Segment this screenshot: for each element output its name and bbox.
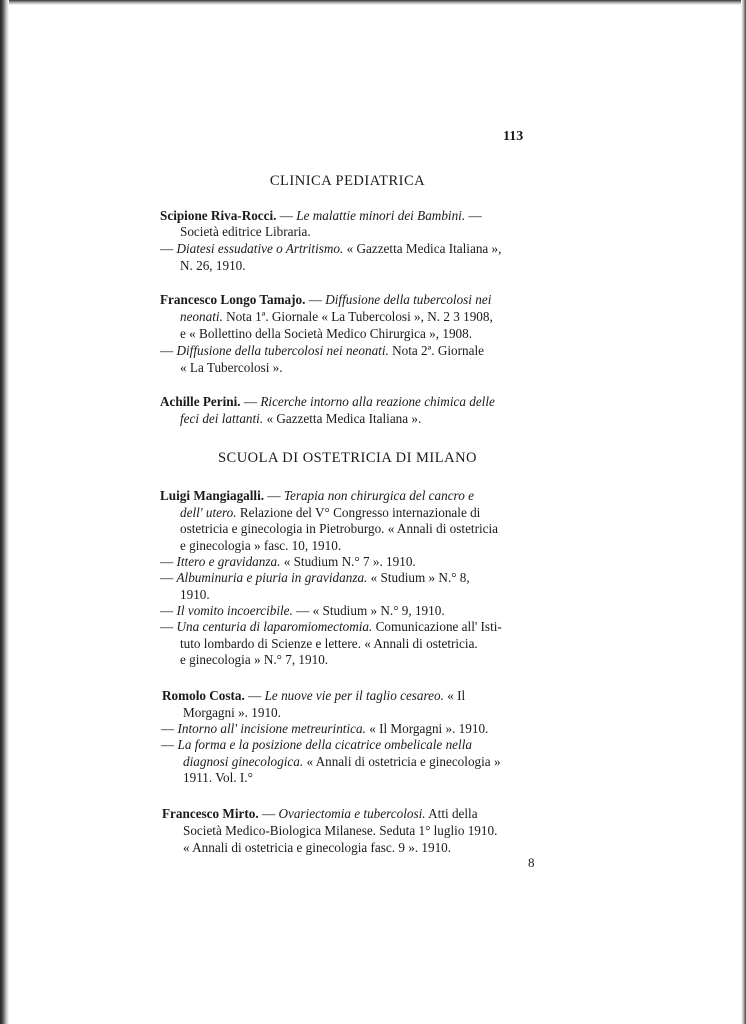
work-title: Intorno all' incisione metreurintica. bbox=[177, 721, 366, 736]
scan-top-edge bbox=[0, 0, 746, 5]
author-name: Scipione Riva-Rocci. bbox=[160, 208, 277, 223]
work-title: Le malattie minori dei Bambini. bbox=[296, 208, 466, 223]
entry-line bbox=[180, 258, 246, 274]
entry-line bbox=[183, 840, 451, 856]
entry-line bbox=[183, 705, 281, 721]
citation-text: tuto lombardo di Scienze e lettere. « Annali di ostetricia. bbox=[180, 636, 478, 651]
citation-text: — bbox=[258, 806, 279, 821]
entry-line bbox=[160, 343, 484, 359]
citation-text: e ginecologia » fasc. 10, 1910. bbox=[180, 538, 342, 553]
section-heading: SCUOLA DI OSTETRICIA DI MILANO bbox=[217, 450, 478, 466]
citation-text: Atti della bbox=[425, 806, 478, 821]
entry-first-line bbox=[160, 394, 495, 410]
work-title: Ovariectomia e tubercolosi. bbox=[278, 806, 426, 821]
citation-text: e ginecologia » N.° 7, 1910. bbox=[180, 652, 329, 667]
entry-line bbox=[180, 636, 478, 652]
citation-text: « Studium N.° 7 ». 1910. bbox=[280, 554, 416, 569]
citation-text: — bbox=[160, 241, 177, 256]
entry-line bbox=[161, 721, 488, 737]
work-title: Il vomito incoercibile. bbox=[176, 603, 293, 618]
entry-line bbox=[180, 411, 421, 427]
entry-line bbox=[160, 603, 445, 619]
work-title: Ricerche intorno alla reazione chimica delle bbox=[260, 394, 495, 409]
author-name: Romolo Costa. bbox=[162, 688, 245, 703]
citation-text: « Il Morgagni ». 1910. bbox=[365, 721, 489, 736]
citation-text: — bbox=[160, 343, 177, 358]
citation-text: « Gazzetta Medica Italiana », bbox=[343, 241, 502, 256]
entry-first-line bbox=[160, 208, 482, 224]
entry-line bbox=[160, 554, 416, 570]
entry-first-line bbox=[162, 688, 465, 704]
work-title: Una centuria di laparomiomectomia. bbox=[176, 619, 373, 634]
citation-text: « Il bbox=[443, 688, 466, 703]
entry-line bbox=[180, 326, 472, 342]
citation-text: — bbox=[465, 208, 482, 223]
entry-line bbox=[160, 570, 470, 586]
author-name: Luigi Mangiagalli. bbox=[160, 488, 265, 503]
citation-text: — « Studium » N.° 9, 1910. bbox=[292, 603, 445, 618]
citation-text: — bbox=[160, 603, 177, 618]
citation-text: « La Tubercolosi ». bbox=[180, 360, 283, 375]
citation-text: « Gazzetta Medica Italiana ». bbox=[263, 411, 422, 426]
citation-text: Società editrice Libraria. bbox=[180, 224, 311, 239]
citation-text: — bbox=[240, 394, 261, 409]
entry-line bbox=[180, 505, 480, 521]
entry-line bbox=[180, 360, 283, 376]
citation-text: « Studium » N.° 8, bbox=[367, 570, 470, 585]
citation-text: — bbox=[161, 721, 178, 736]
scan-left-edge bbox=[0, 0, 9, 1024]
signature-mark: 8 bbox=[528, 855, 535, 870]
entry-line bbox=[180, 224, 311, 240]
entry-line bbox=[180, 538, 341, 554]
work-title: Terapia non chirurgica del cancro e bbox=[283, 488, 474, 503]
page-number: 113 bbox=[503, 129, 524, 144]
entry-line bbox=[183, 770, 253, 786]
citation-text: — bbox=[244, 688, 265, 703]
citation-text: 1911. Vol. I.° bbox=[183, 770, 253, 785]
entry-line bbox=[180, 652, 328, 668]
entry-line bbox=[161, 737, 472, 753]
work-title: neonati. bbox=[180, 309, 223, 324]
citation-text: « Annali di ostetricia e ginecologia fasc. 9 ». 1910. bbox=[183, 840, 452, 855]
author-name: Achille Perini. bbox=[160, 394, 241, 409]
work-title: feci dei lattanti. bbox=[180, 411, 264, 426]
entry-line bbox=[183, 823, 497, 839]
work-title: Le nuove vie per il taglio cesareo. bbox=[264, 688, 444, 703]
section-heading: CLINICA PEDIATRICA bbox=[269, 173, 426, 189]
work-title: La forma e la posizione della cicatrice ombelicale nella bbox=[177, 737, 472, 752]
entry-first-line bbox=[160, 292, 491, 308]
citation-text: e « Bollettino della Società Medico Chirurgica », 1908. bbox=[180, 326, 473, 341]
citation-text: ostetricia e ginecologia in Pietroburgo. « Annali di ostetricia bbox=[180, 521, 499, 536]
scan-right-edge bbox=[741, 0, 746, 1024]
author-name: Francesco Mirto. bbox=[162, 806, 259, 821]
entry-first-line bbox=[162, 806, 478, 822]
entry-line bbox=[183, 754, 501, 770]
work-title: Albuminuria e piuria in gravidanza. bbox=[176, 570, 368, 585]
work-title: Ittero e gravidanza. bbox=[176, 554, 281, 569]
citation-text: N. 26, 1910. bbox=[180, 258, 246, 273]
citation-text: Nota 1ª. Giornale « La Tubercolosi », N. 2 3 1908, bbox=[222, 309, 493, 324]
entry-line bbox=[160, 241, 501, 257]
citation-text: Comunicazione all' Isti- bbox=[372, 619, 502, 634]
work-title: Diffusione della tubercolosi nei neonati. bbox=[176, 343, 389, 358]
citation-text: — bbox=[276, 208, 297, 223]
citation-text: Relazione del V° Congresso internazionale di bbox=[236, 505, 481, 520]
citation-text: — bbox=[160, 570, 177, 585]
entry-first-line bbox=[160, 488, 474, 504]
work-title: Diatesi essudative o Artritismo. bbox=[176, 241, 344, 256]
citation-text: — bbox=[161, 737, 178, 752]
work-title: Diffusione della tubercolosi nei bbox=[325, 292, 492, 307]
citation-text: 1910. bbox=[180, 587, 210, 602]
citation-text: « Annali di ostetricia e ginecologia » bbox=[303, 754, 501, 769]
citation-text: Società Medico-Biologica Milanese. Seduta 1° luglio 1910. bbox=[183, 823, 498, 838]
author-name: Francesco Longo Tamajo. bbox=[160, 292, 306, 307]
citation-text: Nota 2ª. Giornale bbox=[388, 343, 485, 358]
citation-text: — bbox=[160, 554, 177, 569]
citation-text: — bbox=[160, 619, 177, 634]
entry-line bbox=[180, 309, 493, 325]
work-title: dell' utero. bbox=[180, 505, 237, 520]
entry-line bbox=[160, 619, 502, 635]
entry-line bbox=[180, 587, 210, 603]
citation-text: — bbox=[264, 488, 284, 503]
entry-line bbox=[180, 521, 498, 537]
work-title: diagnosi ginecologica. bbox=[183, 754, 304, 769]
citation-text: — bbox=[305, 292, 326, 307]
citation-text: Morgagni ». 1910. bbox=[183, 705, 281, 720]
